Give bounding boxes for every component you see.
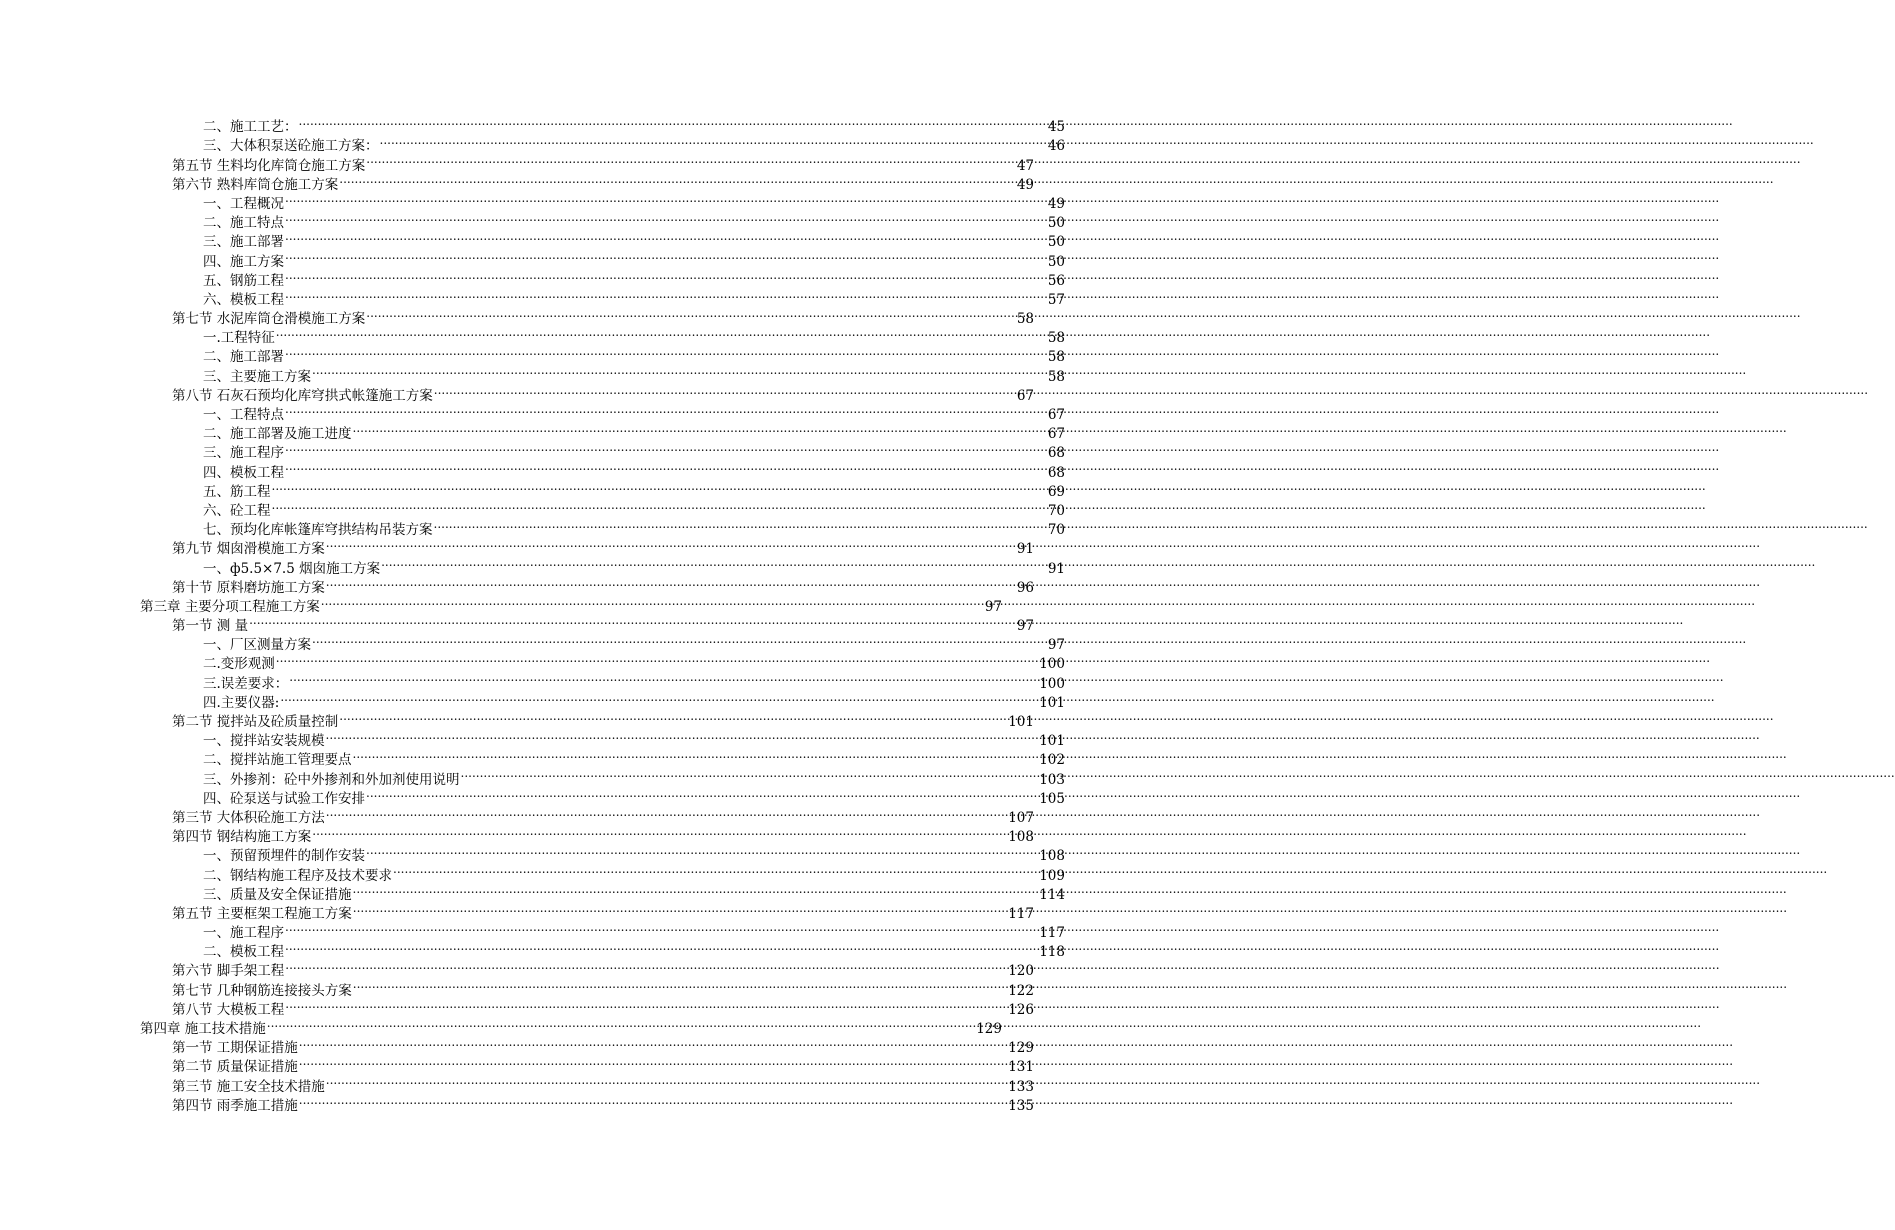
toc-entry[interactable] bbox=[0, 726, 1065, 750]
toc-entry-title: 三、主要施工方案 bbox=[203, 368, 311, 385]
toc-dot-leader bbox=[276, 323, 1047, 342]
toc-entry-title: 第一节 测 量 bbox=[172, 618, 249, 635]
toc-entry-page: 108 bbox=[1039, 848, 1065, 865]
toc-entry-title: 第三节 大体积砼施工方法 bbox=[172, 809, 325, 826]
toc-entry[interactable] bbox=[0, 841, 1065, 865]
toc-dot-leader bbox=[312, 630, 1047, 649]
toc-entry[interactable] bbox=[0, 112, 1065, 136]
toc-entry-page: 58 bbox=[1047, 368, 1065, 385]
toc-entry[interactable] bbox=[0, 419, 1065, 443]
toc-entry-title: 第五节 主要框架工程施工方案 bbox=[172, 905, 352, 922]
toc-entry-page: 47 bbox=[1016, 157, 1034, 174]
toc-dot-leader bbox=[285, 227, 1047, 246]
toc-entry[interactable] bbox=[0, 1091, 1034, 1114]
toc-entry-title: 第二节 搅拌站及砼质量控制 bbox=[172, 714, 339, 730]
toc-entry-page: 57 bbox=[1047, 291, 1065, 308]
toc-entry-page: 67 bbox=[1016, 387, 1034, 404]
toc-dot-leader bbox=[434, 515, 1047, 534]
toc-entry[interactable] bbox=[0, 707, 1034, 730]
toc-dot-leader bbox=[339, 170, 1016, 189]
toc-dot-leader bbox=[339, 707, 1007, 726]
toc-entry-page: 50 bbox=[1047, 234, 1065, 251]
toc-entry-page: 91 bbox=[1047, 560, 1065, 577]
toc-entry[interactable] bbox=[0, 496, 1065, 519]
toc-entry-title: 第三章 主要分项工程施工方案 bbox=[140, 598, 320, 615]
toc-entry[interactable] bbox=[0, 592, 1002, 615]
toc-entry[interactable] bbox=[0, 764, 1065, 788]
toc-entry[interactable] bbox=[0, 784, 1065, 807]
toc-dot-leader bbox=[280, 688, 1038, 707]
toc-dot-leader bbox=[285, 400, 1047, 419]
toc-entry[interactable] bbox=[0, 956, 1034, 980]
toc-entry-page: 133 bbox=[1008, 1078, 1034, 1095]
toc-entry-page: 101 bbox=[1008, 714, 1034, 730]
toc-dot-leader bbox=[285, 246, 1047, 265]
toc-entry-title: 第七节 几种钢筋连接接头方案 bbox=[172, 982, 352, 999]
toc-entry-title: 一.工程特征 bbox=[203, 330, 275, 347]
toc-entry-title: 一、工程概况 bbox=[203, 195, 284, 212]
toc-entry[interactable] bbox=[0, 803, 1034, 826]
toc-entry-title: 第五节 生料均化库筒仓施工方案 bbox=[172, 157, 366, 174]
toc-entry[interactable] bbox=[0, 553, 1065, 577]
toc-entry-title: 二、施工工艺： bbox=[203, 119, 298, 136]
toc-entry-title: 二、模板工程 bbox=[203, 944, 284, 961]
toc-dot-leader bbox=[326, 573, 1016, 592]
toc-entry-title: 第六节 熟料库筒仓施工方案 bbox=[172, 176, 339, 193]
toc-dot-leader bbox=[326, 1071, 1007, 1090]
toc-entry-title: 三、大体积泵送砼施工方案： bbox=[203, 138, 379, 155]
toc-entry[interactable] bbox=[0, 745, 1065, 769]
toc-entry[interactable] bbox=[0, 668, 1065, 692]
toc-entry[interactable] bbox=[0, 381, 1034, 404]
toc-entry-page: 68 bbox=[1047, 464, 1065, 481]
toc-entry-title: 五、钢筋工程 bbox=[203, 272, 284, 289]
toc-entry-page: 108 bbox=[1008, 829, 1034, 846]
toc-entry-page: 97 bbox=[1047, 637, 1065, 654]
toc-entry-page: 126 bbox=[1008, 1001, 1034, 1018]
toc-entry-page: 96 bbox=[1016, 579, 1034, 596]
toc-dot-leader bbox=[276, 649, 1038, 668]
toc-entry-title: 一、预留预埋件的制作安装 bbox=[203, 848, 365, 865]
toc-entry-page: 117 bbox=[1039, 925, 1065, 942]
toc-entry-title: 第十节 原料磨坊施工方案 bbox=[172, 579, 325, 596]
toc-entry-page: 114 bbox=[1039, 886, 1065, 903]
toc-entry[interactable] bbox=[0, 649, 1065, 673]
toc-entry[interactable] bbox=[0, 630, 1065, 654]
toc-entry-page: 67 bbox=[1047, 407, 1065, 423]
toc-entry-page: 67 bbox=[1047, 426, 1065, 443]
toc-entry-page: 68 bbox=[1047, 445, 1065, 462]
toc-entry[interactable] bbox=[0, 1071, 1034, 1095]
toc-dot-leader bbox=[312, 822, 1007, 841]
toc-dot-leader bbox=[434, 381, 1016, 400]
toc-entry-title: 第七节 水泥库筒仓滑模施工方案 bbox=[172, 311, 366, 328]
toc-entry-title: 四、模板工程 bbox=[203, 464, 284, 481]
toc-dot-leader bbox=[285, 438, 1047, 457]
toc-entry-title: 一、搅拌站安装规模 bbox=[203, 733, 325, 750]
toc-dot-leader bbox=[393, 860, 1038, 879]
toc-dot-leader bbox=[353, 975, 1007, 994]
toc-dot-leader bbox=[299, 1033, 1007, 1052]
toc-entry-title: 第九节 烟囱滑模施工方案 bbox=[172, 541, 325, 558]
toc-entry-title: 二、搅拌站施工管理要点 bbox=[203, 752, 352, 769]
toc-entry-title: 一、工程特点 bbox=[203, 407, 284, 423]
toc-entry-title: 第四节 雨季施工措施 bbox=[172, 1097, 298, 1114]
toc-dot-leader bbox=[285, 457, 1047, 476]
toc-dot-leader bbox=[289, 668, 1038, 687]
toc-dot-leader bbox=[366, 784, 1038, 803]
toc-dot-leader bbox=[381, 553, 1047, 572]
toc-dot-leader bbox=[299, 1091, 1007, 1110]
toc-entry[interactable] bbox=[0, 477, 1065, 500]
toc-dot-leader bbox=[285, 956, 1007, 975]
toc-entry[interactable] bbox=[0, 534, 1034, 558]
toc-entry[interactable] bbox=[0, 131, 1065, 155]
toc-entry-title: 二、施工部署 bbox=[203, 349, 284, 366]
toc-entry-page: 100 bbox=[1039, 675, 1065, 692]
toc-entry-title: 第二节 质量保证措施 bbox=[172, 1059, 298, 1076]
toc-entry[interactable] bbox=[0, 150, 1034, 174]
toc-entry[interactable] bbox=[0, 227, 1065, 251]
toc-dot-leader bbox=[312, 361, 1047, 380]
toc-entry[interactable] bbox=[0, 400, 1065, 423]
toc-entry-page: 69 bbox=[1047, 483, 1065, 500]
toc-entry-page: 97 bbox=[984, 598, 1002, 615]
toc-dot-leader bbox=[366, 304, 1016, 323]
toc-entry-title: 第六节 脚手架工程 bbox=[172, 963, 285, 980]
toc-entry-page: 107 bbox=[1008, 809, 1034, 826]
toc-entry[interactable] bbox=[0, 208, 1065, 232]
toc-entry-page: 103 bbox=[1039, 771, 1065, 788]
toc-entry-title: 一、厂区测量方案 bbox=[203, 637, 311, 654]
toc-dot-leader bbox=[285, 189, 1047, 208]
toc-entry-page: 135 bbox=[1008, 1097, 1034, 1114]
toc-dot-leader bbox=[321, 592, 984, 611]
toc-entry[interactable] bbox=[0, 822, 1034, 846]
toc-entry-title: 三.误差要求： bbox=[203, 675, 289, 692]
toc-dot-leader bbox=[461, 764, 1039, 783]
toc-dot-leader bbox=[353, 880, 1039, 899]
toc-dot-leader bbox=[285, 995, 1007, 1014]
toc-entry-page: 120 bbox=[1008, 963, 1034, 980]
toc-entry-page: 117 bbox=[1008, 905, 1034, 922]
toc-entry-page: 109 bbox=[1039, 867, 1065, 884]
toc-entry[interactable] bbox=[0, 1014, 1002, 1037]
toc-entry[interactable] bbox=[0, 170, 1034, 193]
toc-dot-leader bbox=[285, 342, 1047, 361]
toc-dot-leader bbox=[366, 841, 1038, 860]
toc-entry[interactable] bbox=[0, 1033, 1034, 1057]
toc-entry-page: 101 bbox=[1039, 694, 1065, 711]
toc-dot-leader bbox=[285, 266, 1047, 285]
toc-entry-title: 二、钢结构施工程序及技术要求 bbox=[203, 867, 392, 884]
toc-entry-page: 122 bbox=[1008, 982, 1034, 999]
toc-entry-page: 50 bbox=[1047, 215, 1065, 232]
toc-entry-page: 102 bbox=[1039, 752, 1065, 769]
toc-entry-title: 三、施工部署 bbox=[203, 234, 284, 251]
toc-dot-leader bbox=[326, 803, 1007, 822]
toc-entry-title: 六、模板工程 bbox=[203, 291, 284, 308]
toc-entry[interactable] bbox=[0, 573, 1034, 596]
toc-entry-title: 第四节 钢结构施工方案 bbox=[172, 829, 312, 846]
toc-entry[interactable] bbox=[0, 880, 1065, 903]
toc-entry-page: 97 bbox=[1016, 618, 1034, 635]
toc-entry-page: 100 bbox=[1039, 656, 1065, 673]
toc-entry-page: 58 bbox=[1016, 311, 1034, 328]
toc-dot-leader bbox=[285, 918, 1038, 937]
toc-entry-title: 三、外掺剂：砼中外掺剂和外加剂使用说明 bbox=[203, 771, 460, 788]
toc-dot-leader bbox=[326, 726, 1039, 745]
toc-entry-page: 91 bbox=[1016, 541, 1034, 558]
toc-entry-title: 二.变形观测 bbox=[203, 656, 275, 673]
toc-entry[interactable] bbox=[0, 899, 1034, 922]
toc-entry-page: 56 bbox=[1047, 272, 1065, 289]
toc-entry-title: 一、ф5.5×7.5 烟囱施工方案 bbox=[203, 560, 381, 577]
toc-entry-page: 70 bbox=[1047, 522, 1065, 539]
toc-dot-leader bbox=[326, 534, 1016, 553]
toc-entry-title: 三、施工程序 bbox=[203, 445, 284, 462]
toc-entry[interactable] bbox=[0, 1052, 1034, 1076]
toc-entry[interactable] bbox=[0, 266, 1065, 289]
toc-entry[interactable] bbox=[0, 515, 1065, 539]
toc-entry[interactable] bbox=[0, 860, 1065, 884]
toc-entry-title: 七、预均化库帐篷库穹拱结构吊装方案 bbox=[203, 522, 433, 539]
toc-entry-page: 70 bbox=[1047, 502, 1065, 519]
toc-dot-leader bbox=[366, 150, 1016, 169]
toc-entry[interactable] bbox=[0, 611, 1034, 635]
toc-dot-leader bbox=[353, 745, 1039, 764]
toc-entry-title: 二、施工特点 bbox=[203, 215, 284, 232]
toc-entry-page: 105 bbox=[1039, 790, 1065, 807]
toc-entry-title: 第八节 大模板工程 bbox=[172, 1001, 285, 1018]
toc-entry-title: 四.主要仪器: bbox=[203, 694, 280, 711]
toc-entry[interactable] bbox=[0, 361, 1065, 385]
toc-entry[interactable] bbox=[0, 457, 1065, 481]
toc-entry-page: 49 bbox=[1016, 176, 1034, 193]
toc-entry[interactable] bbox=[0, 438, 1065, 462]
toc-dot-leader bbox=[249, 611, 1016, 630]
toc-entry-page: 131 bbox=[1008, 1059, 1034, 1076]
toc-entry[interactable] bbox=[0, 342, 1065, 366]
toc-entry[interactable] bbox=[0, 304, 1034, 328]
toc-entry[interactable] bbox=[0, 285, 1065, 308]
toc-entry-title: 第八节 石灰石预均化库穹拱式帐篷施工方案 bbox=[172, 387, 433, 404]
toc-entry-title: 四、砼泵送与试验工作安排 bbox=[203, 790, 365, 807]
toc-entry-title: 第三节 施工安全技术措施 bbox=[172, 1078, 325, 1095]
toc-entry[interactable] bbox=[0, 937, 1065, 961]
toc-dot-leader bbox=[380, 131, 1047, 150]
toc-entry-title: 三、质量及安全保证措施 bbox=[203, 886, 352, 903]
toc-dot-leader bbox=[299, 1052, 1007, 1071]
toc-entry-title: 四、施工方案 bbox=[203, 253, 284, 270]
toc-entry-title: 二、施工部署及施工进度 bbox=[203, 426, 352, 443]
toc-entry[interactable] bbox=[0, 995, 1034, 1018]
toc-entry-title: 五、筋工程 bbox=[203, 483, 271, 500]
toc-entry[interactable] bbox=[0, 323, 1065, 347]
toc-entry-page: 58 bbox=[1047, 349, 1065, 366]
toc-entry[interactable] bbox=[0, 246, 1065, 270]
toc-entry-page: 118 bbox=[1039, 944, 1065, 961]
toc-dot-leader bbox=[285, 937, 1038, 956]
toc-dot-leader bbox=[285, 285, 1047, 304]
toc-entry-title: 六、砼工程 bbox=[203, 502, 271, 519]
toc-entry[interactable] bbox=[0, 688, 1065, 711]
toc-entry-page: 129 bbox=[1008, 1040, 1034, 1057]
toc-entry-page: 58 bbox=[1047, 330, 1065, 347]
toc-entry[interactable] bbox=[0, 975, 1034, 999]
toc-dot-leader bbox=[285, 208, 1047, 227]
toc-dot-leader bbox=[299, 112, 1047, 131]
toc-dot-leader bbox=[272, 477, 1047, 496]
toc-entry-page: 129 bbox=[976, 1021, 1002, 1037]
toc-entry-page: 50 bbox=[1047, 253, 1065, 270]
toc-entry-page: 49 bbox=[1047, 195, 1065, 212]
toc-entry-page: 45 bbox=[1047, 119, 1065, 136]
toc-dot-leader bbox=[353, 419, 1047, 438]
toc-entry-title: 一、施工程序 bbox=[203, 925, 284, 942]
toc-dot-leader bbox=[272, 496, 1047, 515]
toc-dot-leader bbox=[267, 1014, 975, 1033]
toc-entry-title: 第一节 工期保证措施 bbox=[172, 1040, 298, 1057]
toc-entry[interactable] bbox=[0, 918, 1065, 942]
toc-dot-leader bbox=[353, 899, 1007, 918]
toc-entry[interactable] bbox=[0, 189, 1065, 212]
table-of-contents bbox=[0, 112, 1065, 1114]
toc-entry-title: 第四章 施工技术措施 bbox=[140, 1021, 266, 1037]
toc-entry-page: 101 bbox=[1039, 733, 1065, 750]
toc-entry-page: 46 bbox=[1047, 138, 1065, 155]
